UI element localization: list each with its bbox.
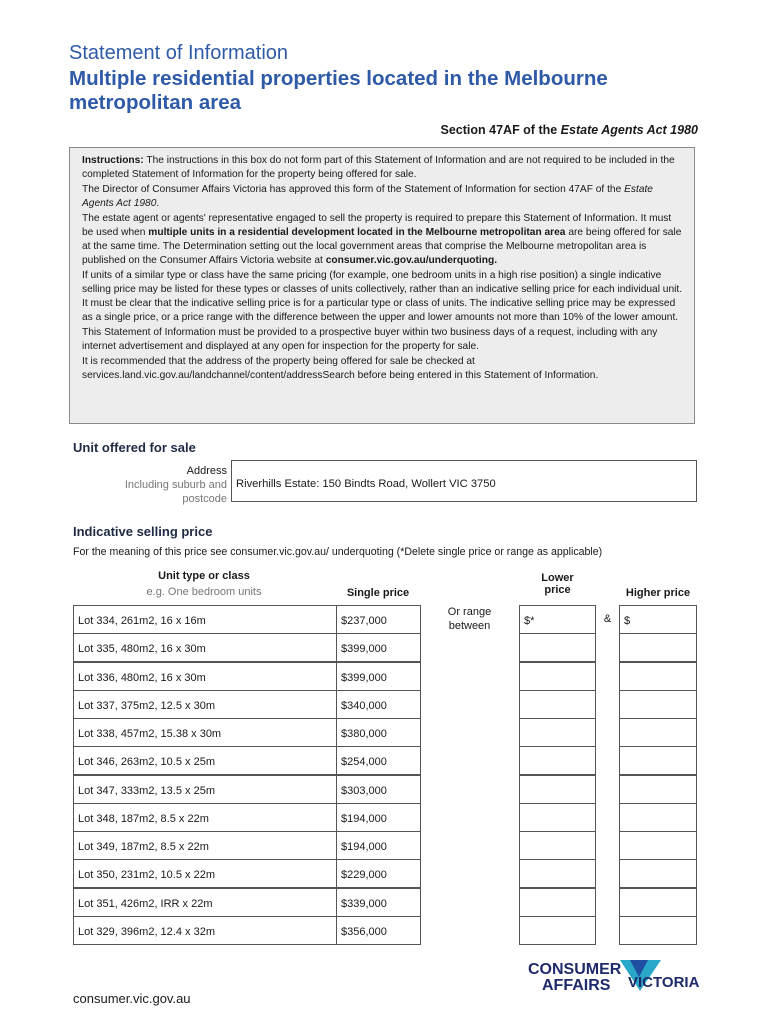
single-price-cell[interactable] — [336, 605, 421, 634]
unit-cell[interactable] — [73, 775, 337, 804]
single-price-cell[interactable] — [336, 859, 421, 888]
unit-text: Lot 350, 231m2, 10.5 x 22m — [78, 869, 215, 881]
single-price-text: $254,000 — [341, 756, 387, 768]
col-single-header: Single price — [346, 587, 410, 599]
logo-victoria: VICTORIA — [628, 974, 700, 991]
lower-price-cell[interactable] — [519, 605, 596, 634]
instructions-p1 — [82, 154, 684, 182]
higher-price-text: $ — [624, 615, 631, 627]
higher-price-cell[interactable] — [619, 746, 697, 775]
address-field[interactable]: Riverhills Estate: 150 Bindts Road, Wollert VIC 3750 — [231, 460, 697, 502]
higher-price-cell[interactable] — [619, 831, 697, 860]
indicative-price-heading: Indicative selling price — [73, 524, 213, 539]
instructions-p2-text: The Director of Consumer Affairs Victoria has approved this form of the Statement of Information for section 47AF of the — [82, 184, 625, 195]
lower-price-cell[interactable] — [519, 888, 596, 917]
lower-price-cell[interactable] — [519, 690, 596, 719]
unit-text: Lot 336, 480m2, 16 x 30m — [78, 672, 206, 684]
instructions-p2-act: Estate Agents Act 1980 — [82, 184, 653, 209]
unit-text: Lot 349, 187m2, 8.5 x 22m — [78, 841, 209, 853]
unit-cell[interactable] — [73, 718, 337, 747]
higher-price-cell[interactable] — [619, 633, 697, 662]
single-price-cell[interactable] — [336, 888, 421, 917]
higher-price-cell[interactable] — [619, 803, 697, 832]
address-label — [100, 464, 227, 506]
instructions-p3 — [82, 212, 684, 268]
single-price-text: $356,000 — [341, 926, 387, 938]
document-title: Statement of Information — [69, 42, 289, 64]
single-price-text: $229,000 — [341, 869, 387, 881]
lower-price-cell[interactable] — [519, 662, 596, 691]
instructions-p1-text: The instructions in this box do not form part of this Statement of Information and are not required to be included in the completed Statement of Information for the property being offered for sale. — [82, 155, 675, 180]
col-unit-example: e.g. One bedroom units — [146, 586, 262, 598]
unit-text: Lot 335, 480m2, 16 x 30m — [78, 643, 206, 655]
col-unit-header: Unit type or class — [158, 570, 250, 582]
single-price-text: $303,000 — [341, 785, 387, 797]
lower-price-text: $* — [524, 615, 535, 627]
unit-cell[interactable] — [73, 888, 337, 917]
instructions-p4: If units of a similar type or class have the same pricing (for example, one bedroom units in a high rise position) a single indicative selling price may be listed for these types or classes of units collectively, rather than an indicative selling price for each individual unit. It must be clear that the indicative selling price is for a particular type or class of units. The indicative selling price may be expressed as a single price, or a price range with the difference between the upper and lower amounts not more than 10% of the lower amount. — [82, 270, 683, 323]
unit-text: Lot 346, 263m2, 10.5 x 25m — [78, 756, 215, 768]
col-lower-line2: price — [544, 584, 571, 596]
unit-text: Lot 334, 261m2, 16 x 16m — [78, 615, 206, 627]
unit-cell[interactable] — [73, 690, 337, 719]
or-range-label — [420, 605, 519, 633]
higher-price-cell[interactable] — [619, 605, 697, 634]
ampersand: & — [603, 613, 612, 625]
single-price-text: $339,000 — [341, 898, 387, 910]
address-label-sub1: Including suburb and — [124, 479, 227, 491]
unit-cell[interactable] — [73, 633, 337, 662]
instructions-label: Instructions: — [82, 155, 144, 166]
unit-cell[interactable] — [73, 859, 337, 888]
higher-price-cell[interactable] — [619, 888, 697, 917]
instructions-p2-end: . — [156, 198, 160, 209]
single-price-cell[interactable] — [336, 916, 421, 945]
unit-cell[interactable] — [73, 916, 337, 945]
address-label-main: Address — [186, 465, 227, 477]
section-reference — [441, 123, 698, 137]
unit-text: Lot 337, 375m2, 12.5 x 30m — [78, 700, 215, 712]
instructions-p5: This Statement of Information must be provided to a prospective buyer within two business days of a request, including with any internet advertisement and displayed at any open for inspection for the property for sale. — [82, 327, 658, 352]
lower-price-cell[interactable] — [519, 859, 596, 888]
unit-text: Lot 338, 457m2, 15.38 x 30m — [78, 728, 222, 740]
higher-price-cell[interactable] — [619, 718, 697, 747]
single-price-text: $194,000 — [341, 813, 387, 825]
lower-price-cell[interactable] — [519, 831, 596, 860]
unit-cell[interactable] — [73, 662, 337, 691]
unit-cell[interactable] — [73, 831, 337, 860]
instructions-p3-text2: are being offered for sale at the same time. The Determination setting out the local government areas that comprise the Melbourne metropolitan area is published on the Consumer Affairs Victoria website at — [82, 227, 682, 266]
logo-line2: AFFAIRS — [542, 977, 611, 994]
single-price-text: $380,000 — [341, 728, 387, 740]
address-label-sub2: postcode — [182, 493, 227, 505]
instructions-p3-bold: multiple units in a residential development located in the Melbourne metropolitan area — [148, 227, 566, 238]
instructions-p3-text: The estate agent or agents' representative engaged to sell the property is required to prepare this Statement of Information. It must be used when — [82, 213, 672, 238]
lower-price-cell[interactable] — [519, 803, 596, 832]
unit-cell[interactable] — [73, 605, 337, 634]
lower-price-cell[interactable] — [519, 916, 596, 945]
single-price-text: $399,000 — [341, 672, 387, 684]
or-range-line2: between — [448, 620, 491, 632]
unit-offered-heading: Unit offered for sale — [73, 440, 196, 455]
lower-price-cell[interactable] — [519, 633, 596, 662]
unit-cell[interactable] — [73, 746, 337, 775]
higher-price-cell[interactable] — [619, 662, 697, 691]
price-note: For the meaning of this price see consumer.vic.gov.au/ underquoting (*Delete single price or range as applicable) — [73, 546, 603, 558]
single-price-cell[interactable] — [336, 690, 421, 719]
higher-price-cell[interactable] — [619, 859, 697, 888]
unit-text: Lot 351, 426m2, IRR x 22m — [78, 898, 213, 910]
col-lower-header — [519, 572, 596, 596]
single-price-cell[interactable] — [336, 662, 421, 691]
higher-price-cell[interactable] — [619, 775, 697, 804]
single-price-text: $194,000 — [341, 841, 387, 853]
single-price-cell[interactable] — [336, 746, 421, 775]
single-price-cell[interactable] — [336, 831, 421, 860]
single-price-text: $399,000 — [341, 643, 387, 655]
lower-price-cell[interactable] — [519, 775, 596, 804]
consumer-affairs-victoria-logo — [528, 957, 703, 997]
section-act: Estate Agents Act 1980 — [560, 123, 698, 137]
unit-text: Lot 347, 333m2, 13.5 x 25m — [78, 785, 215, 797]
or-range-line1: Or range — [447, 606, 492, 618]
higher-price-cell[interactable] — [619, 690, 697, 719]
col-higher-header: Higher price — [625, 587, 691, 599]
logo-line1: CONSUMER — [528, 961, 622, 978]
lower-price-cell[interactable] — [519, 718, 596, 747]
lower-price-cell[interactable] — [519, 746, 596, 775]
unit-cell[interactable] — [73, 803, 337, 832]
instructions-box — [69, 147, 695, 424]
col-lower-line1: Lower — [541, 572, 574, 584]
single-price-cell[interactable] — [336, 775, 421, 804]
instructions-p6: It is recommended that the address of the property being offered for sale be checked at services.land.vic.gov.au/landchannel/content/addressSearch before being entered in this Statement of Information. — [82, 356, 599, 381]
single-price-text: $237,000 — [341, 615, 387, 627]
single-price-text: $340,000 — [341, 700, 387, 712]
unit-text: Lot 329, 396m2, 12.4 x 32m — [78, 926, 215, 938]
single-price-cell[interactable] — [336, 803, 421, 832]
footer-url[interactable]: consumer.vic.gov.au — [73, 991, 191, 1006]
higher-price-cell[interactable] — [619, 916, 697, 945]
unit-text: Lot 348, 187m2, 8.5 x 22m — [78, 813, 209, 825]
single-price-cell[interactable] — [336, 718, 421, 747]
underquoting-link[interactable]: consumer.vic.gov.au/underquoting. — [325, 255, 498, 266]
single-price-cell[interactable] — [336, 633, 421, 662]
instructions-p2 — [82, 183, 684, 211]
main-heading: Multiple residential properties located in the Melbourne metropolitan area — [69, 67, 608, 114]
section-prefix: Section 47AF of the — [440, 123, 561, 137]
